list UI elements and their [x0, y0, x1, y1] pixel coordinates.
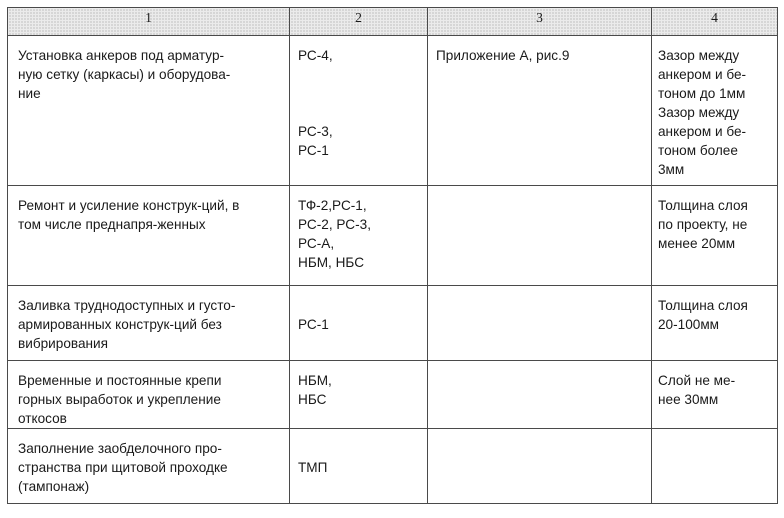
cell-line: НБС [298, 392, 327, 407]
table-row [8, 36, 778, 186]
note-cell [652, 286, 778, 361]
cell-line: (тампонаж) [18, 479, 90, 494]
cell-line: 20-100мм [658, 317, 720, 332]
cell-line: Установка анкеров под арматур- [18, 48, 225, 63]
cell-line: РС-3, [298, 124, 333, 139]
cell-line: НБМ, НБС [298, 255, 365, 270]
cell-line: по проекту, не [658, 217, 748, 232]
material-cell [290, 286, 428, 361]
cell-line: ТФ-2,РС-1, [298, 198, 367, 213]
cell-line: Заливка труднодоступных и густо- [18, 298, 236, 313]
cell-line: горных выработок и укрепление [18, 392, 221, 407]
cell-line: НБМ, [298, 373, 332, 388]
work-type-cell [8, 429, 290, 504]
cell-spacer [298, 103, 421, 122]
work-type-cell [8, 186, 290, 286]
table-row [8, 286, 778, 361]
header-col-1: 1 [8, 8, 290, 36]
reference-cell [428, 186, 652, 286]
note-cell [652, 429, 778, 504]
header-col-3: 3 [428, 8, 652, 36]
cell-line: Приложение А, рис.9 [436, 48, 570, 63]
cell-line: анкером и бе- [658, 67, 747, 82]
cell-spacer [298, 439, 421, 458]
cell-line: РС-4, [298, 48, 333, 63]
table-row [8, 186, 778, 286]
reference-cell [428, 36, 652, 186]
work-type-cell [8, 361, 290, 429]
cell-line: Зазор между [658, 105, 740, 120]
reference-cell [428, 429, 652, 504]
note-cell [652, 36, 778, 186]
cell-line: том числе преднапря-женных [18, 217, 206, 232]
table-row [8, 429, 778, 504]
cell-line: РС-1 [298, 317, 329, 332]
cell-line: Зазор между [658, 48, 740, 63]
cell-line: Ремонт и усиление конструк-ций, в [18, 198, 240, 213]
cell-line: Толщина слоя [658, 198, 748, 213]
specification-table [7, 7, 778, 504]
cell-line: тоном более [658, 143, 738, 158]
material-cell [290, 36, 428, 186]
cell-line: РС-А, [298, 236, 335, 251]
cell-line: нее 30мм [658, 392, 719, 407]
work-type-cell [8, 286, 290, 361]
cell-line: армированных конструк-ций без [18, 317, 222, 332]
header-row [8, 8, 778, 36]
cell-line: ние [18, 86, 41, 101]
work-type-cell [8, 36, 290, 186]
cell-line: 3мм [658, 162, 685, 177]
header-col-4: 4 [652, 8, 778, 36]
cell-line: ную сетку (каркасы) и оборудова- [18, 67, 231, 82]
cell-line: Временные и постоянные крепи [18, 373, 222, 388]
reference-cell [428, 286, 652, 361]
material-cell [290, 186, 428, 286]
header-col-2: 2 [290, 8, 428, 36]
cell-line: Слой не ме- [658, 373, 736, 388]
cell-line: тоном до 1мм [658, 86, 746, 101]
material-cell [290, 429, 428, 504]
cell-spacer [298, 296, 421, 315]
cell-spacer [298, 65, 421, 103]
cell-line: ТМП [298, 460, 328, 475]
note-cell [652, 186, 778, 286]
cell-line: РС-1 [298, 143, 329, 158]
reference-cell [428, 361, 652, 429]
cell-line: откосов [18, 411, 67, 426]
cell-line: вибрирования [18, 336, 108, 351]
note-cell [652, 361, 778, 429]
cell-line: Толщина слоя [658, 298, 748, 313]
material-cell [290, 361, 428, 429]
cell-line: РС-2, РС-3, [298, 217, 371, 232]
cell-line: Заполнение заобделочного про- [18, 441, 222, 456]
cell-line: странства при щитовой проходке [18, 460, 228, 475]
table-row [8, 361, 778, 429]
cell-line: анкером и бе- [658, 124, 747, 139]
cell-line: менее 20мм [658, 236, 736, 251]
